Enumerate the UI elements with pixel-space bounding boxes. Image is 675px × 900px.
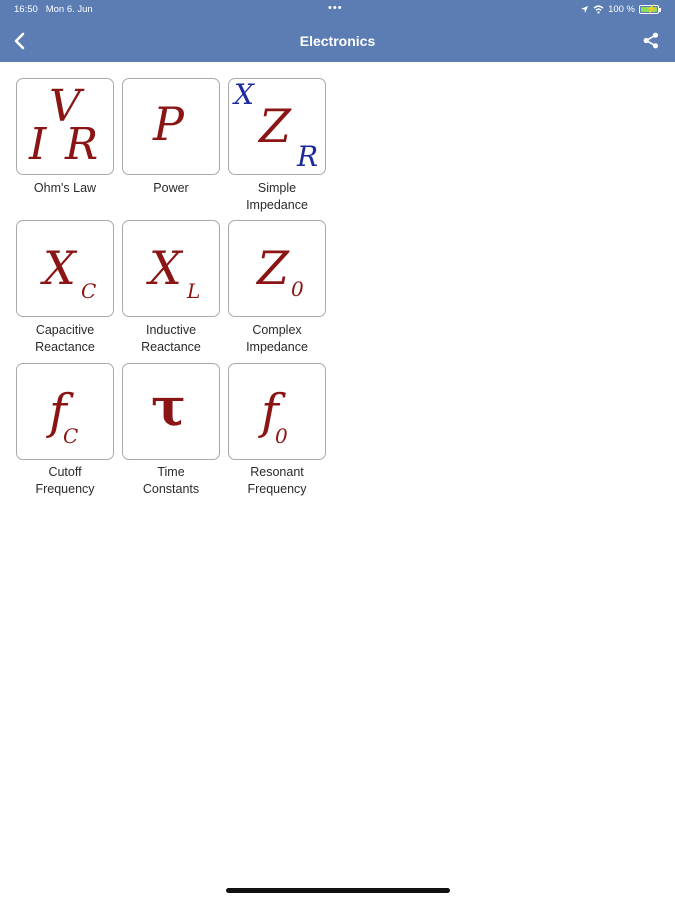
symbol-z: Z <box>259 99 291 153</box>
tile-label-complex-impedance: Complex Impedance <box>246 323 308 354</box>
status-right <box>580 4 659 15</box>
symbol-x: X <box>43 241 76 295</box>
location-icon <box>580 5 589 14</box>
tile-capacitive-reactance[interactable] <box>16 220 114 317</box>
symbol-c-subscript: C <box>81 279 97 303</box>
symbol-p: P <box>153 97 184 151</box>
tile-ohms-law[interactable] <box>16 78 114 175</box>
page-title: Electronics <box>299 33 376 49</box>
tile-label-ohms-law: Ohm's Law <box>33 181 97 195</box>
symbol-zero-subscript: 0 <box>291 277 304 301</box>
multitask-dots[interactable]: ••• <box>328 2 343 14</box>
symbol-i: I <box>29 119 47 170</box>
wifi-icon <box>593 5 604 14</box>
symbol-l-subscript: L <box>187 279 201 303</box>
symbol-r-subscript: R <box>297 140 319 173</box>
symbol-tau: τ <box>151 377 186 438</box>
symbol-c-subscript: C <box>63 424 79 448</box>
status-date: Mon 6. Jun <box>45 4 93 15</box>
symbol-v: V <box>49 81 81 132</box>
symbol-x: X <box>149 241 182 295</box>
tile-label-power: Power <box>153 181 189 195</box>
tile-power[interactable] <box>122 78 220 175</box>
tile-label-simple-impedance: Simple Impedance <box>246 181 308 212</box>
symbol-r: R <box>65 119 99 170</box>
tile-label-time-constants: Time Constants <box>142 465 200 496</box>
tile-label-inductive-reactance: Inductive Reactance <box>141 323 201 354</box>
tile-label-resonant-frequency: Resonant Frequency <box>247 465 307 496</box>
status-time: 16:50 Mon 6. Jun <box>14 4 93 15</box>
battery-icon: ⚡ <box>639 5 659 14</box>
tile-inductive-reactance[interactable] <box>122 220 220 317</box>
tile-label-cutoff-frequency: Cutoff Frequency <box>35 465 95 496</box>
tile-simple-impedance[interactable] <box>228 78 326 175</box>
symbol-x: X <box>234 78 254 111</box>
battery-percent: 100 % <box>608 4 635 15</box>
symbol-zero-subscript: 0 <box>275 424 288 448</box>
navigation-bar <box>0 0 675 62</box>
tile-label-capacitive-reactance: Capacitive Reactance <box>35 323 95 354</box>
share-icon[interactable] <box>643 32 659 49</box>
tile-time-constants[interactable] <box>122 363 220 460</box>
tile-cutoff-frequency[interactable] <box>16 363 114 460</box>
symbol-z: Z <box>257 241 289 295</box>
symbol-f: f <box>261 384 279 440</box>
home-indicator[interactable] <box>226 888 450 893</box>
tile-complex-impedance[interactable] <box>228 220 326 317</box>
tile-resonant-frequency[interactable] <box>228 363 326 460</box>
symbol-f: f <box>49 384 67 440</box>
